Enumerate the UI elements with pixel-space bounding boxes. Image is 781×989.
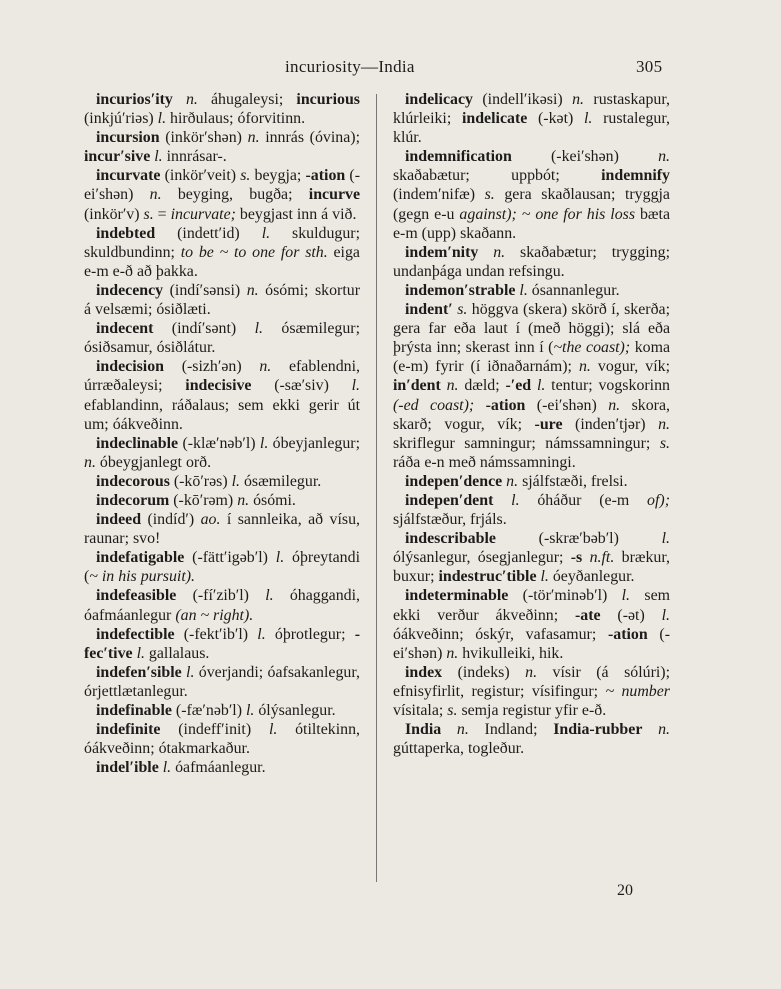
definition-text: efablandinn, ráðalaus; sem ekki gerir út um; óákveðinn. [84,396,360,433]
dictionary-entry [393,491,670,529]
definition-text: óþrotlegur; [265,625,355,643]
definition-text: óbeygjanlegt orð. [95,453,212,471]
definition-text: eiga e-m e-ð að þakka. [84,243,360,280]
definition-text: brækur, buxur; [393,549,670,586]
italic-text: ~ in his pursuit). [89,568,196,586]
definition-text: höggva (skera) skörð í, skerða; gera far eða laut í (með höggi); slá eða þrýsta inn; skerast inn í ( [393,301,670,357]
definition-text: (indeks) [442,663,526,681]
headword: India-rubber [553,721,643,739]
italic-text: to be ~ to one for sth. [180,243,328,261]
italic-text: s. [484,186,495,204]
dictionary-entry [84,472,360,491]
headword: -ation [305,167,346,185]
dictionary-entry [393,472,670,491]
italic-text: ao. [200,511,221,529]
italic-text: (-ed coast); [393,396,475,414]
definition-text: (inkör′v) [84,205,144,223]
headword: incurvate [96,167,161,185]
right-column [393,90,670,758]
signature-mark: 20 [617,882,633,899]
headword: -fec′tive [84,625,360,662]
definition-text: innrás (óvina); [259,129,360,147]
definition-text: óeyðanlegur. [548,568,635,586]
definition-text: óhaggandi, óafmáanlegur [84,587,361,624]
definition-text: áhugaleysi; [197,91,297,108]
definition-text: (inkör′shən) [159,129,248,147]
definition-text: sjálfstæði, frelsi. [518,472,628,490]
headword: indeed [96,511,142,529]
headword: indecorous [96,472,170,490]
headword: indefeasible [96,587,177,605]
definition-text: (indí′sənsi) [163,281,247,299]
italic-text: l. [257,625,266,643]
dictionary-entry [84,510,360,548]
dictionary-entry [84,548,360,586]
definition-text: hvikulleiki, hik. [458,644,564,662]
italic-text: n. [658,721,670,739]
italic-text: s. [659,434,670,452]
italic-text: l. [136,644,145,662]
definition-text: (-ei′shən) [525,396,609,414]
italic-text: l. [584,110,593,128]
definition-text: (-fekt′ib′l) [174,625,258,643]
italic-text: n. [246,281,259,299]
definition-text [173,91,186,108]
italic-text: l. [519,281,528,299]
italic-text: n. [658,148,670,166]
definition-text: ósómi; skortur á velsæmi; ósiðlæti. [84,281,360,319]
dictionary-entry [393,720,670,758]
dictionary-entry [393,243,670,281]
italic-text: s. [240,167,251,185]
dictionary-entry [393,586,670,662]
headword: indefatigable [96,549,185,567]
definition-text: ósæmilegur; ósiðsamur, ósiðlátur. [84,320,360,357]
definition-text: (indíd′) [141,511,201,529]
headword: indecision [96,358,164,376]
definition-text: (inkjú′riəs) [84,110,158,128]
italic-text: s. [143,205,154,223]
definition-text: (-skræ′bəb′l) [495,530,662,548]
italic-text: n. [456,721,469,739]
italic-text: n. [493,243,506,261]
headword: indecisive [185,377,252,395]
italic-text: l. [157,110,167,128]
definition-text: óákveðinn; óskýr, vafasamur; [393,625,608,643]
definition-text: í sannleika, að vísu, raunar; svo! [84,511,361,548]
italic-text: s. [457,301,468,319]
definition-text: sem ekki verður ákveðinn; [393,587,670,624]
definition-text: dæld; [458,377,506,395]
running-head-title: incuriosity—India [285,57,415,76]
definition-text [582,549,589,566]
headword: indeterminable [405,587,509,605]
definition-text: óbeyjanlegur; [268,434,361,452]
definition-text: ósómi. [249,491,296,509]
dictionary-entry [84,491,360,510]
italic-text: n. [247,129,260,147]
definition-text: skora, skarð; vogur, vík; [393,396,670,433]
definition-text: ráða e-n með námssamningi. [393,453,576,471]
definition-text: (-tör′minəb′l) [508,587,622,605]
headword: indecent [96,320,154,338]
dictionary-entry [84,166,360,223]
headword: indemon′strable [405,281,516,299]
headword: indel′ible [96,759,159,777]
definition-text: beyging, bugða; [161,186,309,204]
italic-text: l. [621,587,631,605]
definition-text: gúttaperka, togleður. [393,740,525,758]
italic-text: against); ~ one for his loss [459,205,636,223]
left-column [84,90,360,777]
italic-text: incurvate; [170,205,236,223]
definition-text: vísitala; [393,702,448,719]
dictionary-entry [84,281,360,319]
headword: -s [570,549,583,567]
dictionary-entry [84,319,360,357]
definition-text: (indell′ikəsi) [472,91,573,108]
italic-text: n. [149,186,162,204]
definition-text: (-ei′shən) [393,625,670,662]
definition-text: koma (e-m) fyrir (í iðnaðarnám); [393,339,670,376]
definition-text: (-kei′shən) [511,148,659,166]
definition-text: Indland; [468,721,554,739]
headword: indemnify [601,167,670,185]
definition-text: hirðulaus; óforvitinn. [166,110,306,128]
definition-text: (-kət) [527,110,585,128]
definition-text [478,244,493,261]
definition-text: vísir (á sólúri); efnisyfirlit, registur; vísifingur; [393,663,670,700]
dictionary-entry [84,625,360,663]
definition-text: rustaskapur, klúrleiki; [393,91,670,128]
italic-text: l. [661,530,670,548]
italic-text: n. [658,415,671,433]
definition-text: (indett′id) [155,224,262,242]
italic-text: of); [647,491,670,509]
italic-text: l. [265,587,274,605]
definition-text: skaðabætur; trygging; undanþága undan refsingu. [393,243,670,280]
definition-text: sjálfstæður, frjáls. [393,511,507,529]
headword: indefen′sible [96,663,182,681]
italic-text: n. [185,91,198,108]
italic-text: n. [608,396,621,414]
definition-text: gera skaðlausan; tryggja (gegn e-u [393,186,670,223]
page-number: 305 [636,57,663,76]
italic-text: l. [245,702,255,719]
definition-text: beygjast inn á við. [235,205,357,223]
definition-text: (-kō′rəm) [169,491,238,509]
headword: -′ed [505,377,532,395]
definition-text: bæta e-m (upp) skaðann. [393,205,670,242]
dictionary-entry [84,663,360,701]
definition-text: efablendni, úrræðaleysi; [84,358,360,395]
definition-text: (-sizh′ən) [164,358,260,376]
italic-text: (an ~ right). [175,606,254,624]
headword: incurve [308,186,360,204]
definition-text: skriflegur samningur; námssamningur; [393,434,660,452]
definition-text: óverjandi; óafsakanlegur, órjettlætanlegur. [84,663,360,700]
dictionary-entry [393,147,670,242]
dictionary-entry [84,434,360,472]
headword: incurios′ity [96,91,173,108]
definition-text: semja registur yfir e-ð. [457,702,607,719]
definition-text: (indem′nifæ) [393,186,485,204]
italic-text: l. [261,224,271,242]
definition-text: innrásar-. [162,148,227,166]
italic-text: l. [351,377,361,395]
headword: incur′sive [84,148,151,166]
italic-text: n. [506,472,519,490]
italic-text: l. [186,663,195,681]
definition-text: (inkör′veit) [160,167,241,185]
dictionary-entry [84,90,360,128]
definition-text: (-ət) [600,606,662,624]
definition-text: (-fæ′nəb′l) [171,702,246,719]
headword: indemnification [405,148,512,166]
headword: -ation [485,396,526,414]
italic-text: l. [536,377,546,395]
italic-text: l. [275,549,285,567]
italic-text: ~ number [605,682,670,700]
headword: indecorum [96,491,170,509]
headword: indeclinable [96,434,179,452]
headword: India [405,721,442,739]
definition-text: beygja; [250,167,306,185]
definition-text: ótiltekinn, óákveðinn; ótakmarkaður. [84,721,360,758]
definition-text: = [153,205,171,223]
definition-text: (-sæ′siv) [251,377,352,395]
italic-text: l. [511,491,520,509]
definition-text: rustalegur, klúr. [393,110,670,147]
definition-text: ólýsanlegur, ósegjanlegur; [393,549,571,567]
italic-text: n. [259,358,272,376]
headword: indebted [96,224,156,242]
headword: -ure [534,415,563,433]
italic-text: l. [259,434,269,452]
definition-text: vogur, vík; [590,358,671,376]
definition-text: gallalaus. [144,644,210,662]
italic-text: l. [661,606,670,624]
headword: indepen′dent [405,491,494,509]
headword: indent′ [405,301,453,319]
dictionary-entry [393,281,670,300]
definition-text: óháður (e-m [519,491,648,509]
italic-text: n. [446,377,459,395]
definition-text: (-fätt′igəb′l) [184,549,276,567]
definition-text [493,492,511,509]
italic-text: s. [447,702,458,719]
headword: indelicacy [405,91,473,108]
definition-text: (inden′tjər) [562,415,659,433]
headword: indelicate [461,110,528,128]
definition-text: óþreytandi ( [84,549,360,586]
dictionary-entry [84,720,360,758]
definition-text: ósæmilegur. [239,472,322,490]
dictionary-entry [84,128,360,166]
dictionary-entry [84,758,360,777]
definition-text: ósannanlegur. [527,281,620,299]
italic-text: l. [540,568,549,586]
definition-text: tentur; vogskorinn [545,377,670,395]
italic-text: n. [237,491,250,509]
definition-text: ólýsanlegur. [254,702,336,719]
definition-text [642,721,658,738]
headword: incurious [296,91,360,108]
dictionary-entry [84,701,360,720]
headword: -ate [575,606,601,624]
dictionary-entry [84,224,360,281]
italic-text: n. [525,663,538,681]
dictionary-entry [393,90,670,147]
headword: indem′nity [405,243,479,261]
italic-text: n. [84,453,96,471]
headword: in′dent [393,377,441,395]
definition-text: (-fí′zib′l) [176,587,266,605]
italic-text: l. [154,148,163,166]
definition-text: (indeff′init) [160,721,269,739]
headword: -ation [607,625,648,643]
definition-text: (-klæ′nəb′l) [178,434,260,452]
dictionary-entry [393,529,670,586]
italic-text: l. [268,721,278,739]
dictionary-entry [393,300,670,472]
dictionary-entry [84,357,360,433]
headword: indescribable [405,530,496,548]
headword: indecency [96,281,164,299]
headword: indefinite [96,721,161,739]
italic-text: l. [162,759,172,777]
italic-text: l. [231,472,240,490]
column-divider [376,94,377,882]
headword: indestruc′tible [438,568,537,586]
definition-text [474,397,485,414]
headword: index [405,663,443,681]
headword: indefectible [96,625,175,643]
headword: indepen′dence [405,472,503,490]
definition-text: skuldugur; skuldbundinn; [84,224,361,261]
dictionary-entry [393,663,670,720]
italic-text: n. [578,358,591,376]
definition-text: (indí′sənt) [153,320,255,338]
dictionary-entry [84,586,360,624]
definition-text: skaðabætur; uppbót; [393,167,602,185]
definition-text [441,721,457,738]
italic-text: n. [572,91,584,108]
headword: indefinable [96,702,172,719]
definition-text: (-ei′shən) [84,167,361,204]
italic-text: n.ft. [589,549,615,567]
italic-text: l. [254,320,263,338]
definition-text: (-kō′rəs) [169,472,232,490]
italic-text: n. [446,644,459,662]
headword: incursion [96,129,160,147]
italic-text: ~the coast); [553,339,631,357]
definition-text: óafmáanlegur. [171,759,266,777]
